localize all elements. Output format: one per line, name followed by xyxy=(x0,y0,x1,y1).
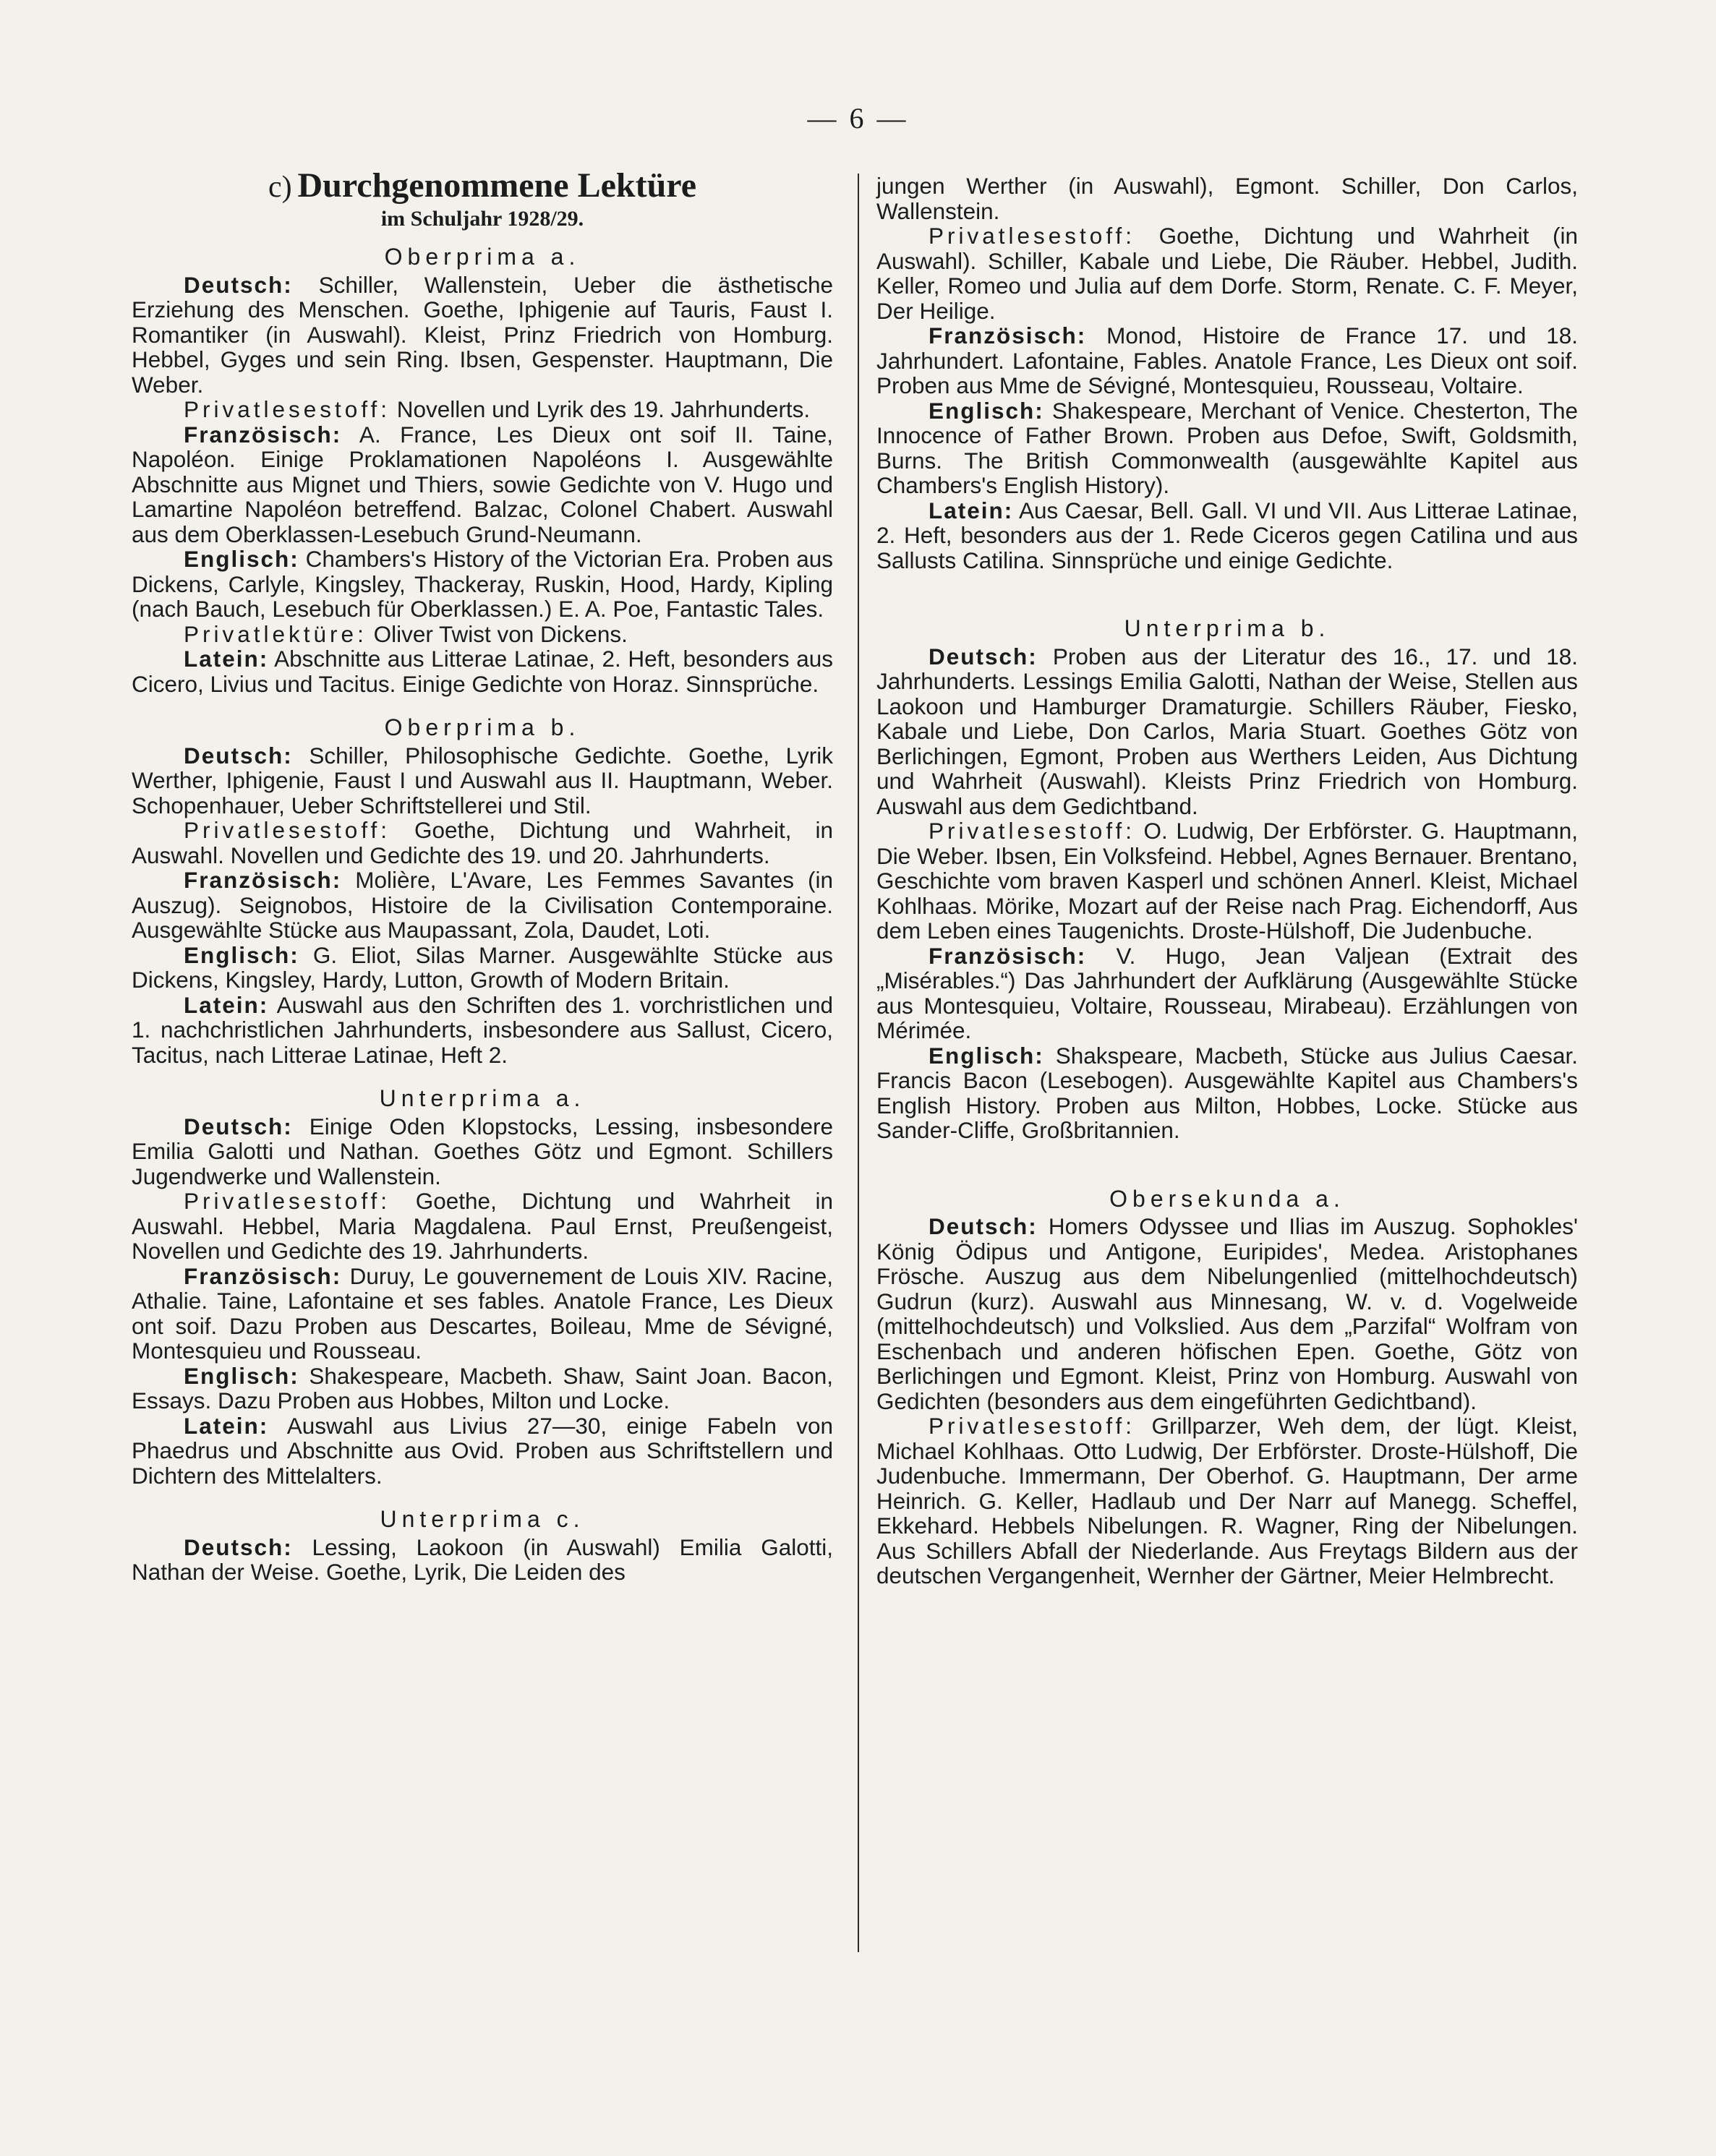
entry-text: Shakspeare, Macbeth, Stücke aus Julius Caesar. Francis Bacon (Lesebogen). Ausgewählte Kapitel aus Chambers's English History. Proben aus Milton, Hobbes, Locke. Stücke aus Sander-Cliffe, Großbritannien. xyxy=(876,1042,1578,1143)
subject-label: Englisch: xyxy=(184,941,299,968)
entry-privatlektuere xyxy=(132,622,833,647)
subject-label: Privatlesestoff: xyxy=(184,817,391,843)
subject-label: Privatlesestoff: xyxy=(929,1413,1136,1439)
entry-text: Lessing, Laokoon (in Auswahl) Emilia Galotti, Nathan der Weise. Goethe, Lyrik, Die Leiden des xyxy=(132,1533,833,1585)
column-divider xyxy=(858,174,859,1952)
entry-text: Proben aus der Literatur des 16., 17. und 18. Jahrhunderts. Lessings Emilia Galotti, Nathan der Weise, Stellen aus Laokoon und Hamburger Dramaturgie. Schillers Räuber, Fiesko, Kabale und Liebe, Don Carlos, Maria Stuart. Goethes Götz von Berlichingen, Egmont, Proben aus Werthers Leiden, Aus Dichtung und Wahrheit (Auswahl). Kleists Prinz Friedrich von Homburg. Auswahl aus dem Gedichtband. xyxy=(876,643,1578,819)
entry-franzoesisch xyxy=(876,944,1578,1043)
section-heading xyxy=(132,166,833,205)
subject-label: Deutsch: xyxy=(184,742,293,769)
page-number: — 6 — xyxy=(807,102,909,134)
entry-text: Shakespeare, Merchant of Venice. Chesterton, The Innocence of Father Brown. Proben aus Defoe, Swift, Goldsmith, Burns. The British Commonwealth (ausgewählte Kapitel aus Chambers's English History). xyxy=(876,397,1578,498)
entry-text: Auswahl aus Livius 27—30, einige Fabeln von Phaedrus und Abschnitte aus Ovid. Proben aus Schriftstellern und Dichtern des Mittelalters. xyxy=(132,1412,833,1489)
entry-deutsch xyxy=(132,1535,833,1585)
entry-franzoesisch xyxy=(132,868,833,943)
entry-text: Molière, L'Avare, Les Femmes Savantes (in Auszug). Seignobos, Histoire de la Civilisation Contemporaine. Ausgewählte Stücke aus Maupassant, Zola, Daudet, Loti. xyxy=(132,867,833,943)
spacer xyxy=(876,1143,1578,1168)
entry-text: V. Hugo, Jean Valjean (Extrait des „Misérables.“) Das Jahrhundert der Aufklärung (Ausgewählte Stücke aus Montesquieu, Voltaire, Rousseau, Mirabeau). Erzählungen von Mérimée. xyxy=(876,942,1578,1043)
entry-continuation xyxy=(876,174,1578,223)
entry-text: Grillparzer, Weh dem, der lügt. Kleist, Michael Kohlhaas. Otto Ludwig, Der Erbförster. Droste-Hülshoff, Die Judenbuche. Immermann, Der Oberhof. G. Hauptmann, Der arme Heinrich. G. Keller, Hadlaub und Der Narr auf Manegg. Scheffel, Ekkehard. Hebbels Nibelungen. R. Wagner, Ring der Nibelungen. Aus Schillers Abfall der Niederlande. Aus Freytags Bildern aus der deutschen Vergangenheit, Wernher der Gärtner, Meier Helmbrecht. xyxy=(876,1413,1578,1588)
subject-label: Englisch: xyxy=(929,1042,1044,1069)
entry-text: A. France, Les Dieux ont soif II. Taine, Napoléon. Einige Proklamationen Napoléons I. Ausgewählte Abschnitte aus Mignet und Thiers, sowie Gedichte von V. Hugo und Lamartine Napoléon betreffend. Balzac, Colonel Chabert. Auswahl aus dem Oberklassen-Lesebuch Grund-Neumann. xyxy=(132,421,833,547)
entry-privatlesestoff xyxy=(876,818,1578,944)
entry-text: Novellen und Lyrik des 19. Jahrhunderts. xyxy=(390,396,811,422)
entry-text: Abschnitte aus Litterae Latinae, 2. Heft, besonders aus Cicero, Livius und Tacitus. Einige Gedichte von Horaz. Sinnsprüche. xyxy=(132,646,833,697)
class-title-unterprima-c: Unterprima c. xyxy=(380,1506,585,1532)
subject-label: Deutsch: xyxy=(184,1533,293,1560)
subject-label: Latein: xyxy=(184,646,269,672)
subject-label: Deutsch: xyxy=(184,1113,293,1139)
subject-label: Privatlesestoff: xyxy=(929,818,1136,844)
entry-text: G. Eliot, Silas Marner. Ausgewählte Stücke aus Dickens, Kingsley, Hardy, Lutton, Growth of Modern Britain. xyxy=(132,941,833,993)
entry-text: Aus Caesar, Bell. Gall. VI und VII. Aus Litterae Latinae, 2. Heft, besonders aus der 1. Rede Ciceros gegen Catilina und aus Sallusts Catilina. Sinnsprüche und einige Gedichte. xyxy=(876,497,1578,573)
right-column xyxy=(876,174,1578,1588)
subject-label: Französisch: xyxy=(929,942,1087,969)
entry-englisch xyxy=(132,1364,833,1413)
entry-franzoesisch xyxy=(132,422,833,547)
subject-label: Latein: xyxy=(929,497,1014,523)
entry-privatlesestoff xyxy=(876,223,1578,323)
entry-text: Goethe, Dichtung und Wahrheit (in Auswahl). Schiller, Kabale und Liebe, Die Räuber. Hebbel, Judith. Keller, Romeo und Julia auf dem Dorfe. Storm, Renate. C. F. Meyer, Der Heilige. xyxy=(876,223,1578,324)
entry-text: Auswahl aus den Schriften des 1. vorchristlichen und 1. nachchristlichen Jahrhunderts, insbesondere aus Sallust, Cicero, Tacitus, nach Litterae Latinae, Heft 2. xyxy=(132,991,833,1068)
class-title-oberprima-b: Oberprima b. xyxy=(384,714,581,740)
entry-latein xyxy=(876,498,1578,573)
entry-text: Goethe, Dichtung und Wahrheit in Auswahl. Hebbel, Maria Magdalena. Paul Ernst, Preußengeist, Novellen und Gedichte des 19. Jahrhunderts. xyxy=(132,1188,833,1264)
entry-deutsch xyxy=(132,273,833,398)
entry-privatlesestoff xyxy=(132,1189,833,1264)
entry-privatlesestoff xyxy=(132,397,833,422)
class-title-unterprima-a: Unterprima a. xyxy=(379,1085,586,1111)
entry-text: jungen Werther (in Auswahl), Egmont. Schiller, Don Carlos, Wallenstein. xyxy=(876,173,1578,224)
entry-text: Goethe, Dichtung und Wahrheit, in Auswahl. Novellen und Gedichte des 19. und 20. Jahrhunderts. xyxy=(132,817,833,868)
entry-franzoesisch xyxy=(132,1264,833,1364)
entry-latein xyxy=(132,993,833,1068)
entry-text: Duruy, Le gouvernement de Louis XIV. Racine, Athalie. Taine, Lafontaine et ses fables. Anatole France, Les Dieux ont soif. Dazu Proben aus Descartes, Boileau, Mme de Sévigné, Montesquieu und Rousseau. xyxy=(132,1262,833,1364)
entry-englisch xyxy=(876,398,1578,498)
subject-label: Privatlesestoff: xyxy=(929,223,1136,249)
entry-englisch xyxy=(876,1043,1578,1143)
subject-label: Privatlesestoff: xyxy=(184,396,391,422)
entry-franzoesisch xyxy=(876,323,1578,398)
entry-deutsch xyxy=(132,743,833,818)
subject-label: Privatlektüre: xyxy=(184,620,367,647)
subject-label: Französisch: xyxy=(184,1262,342,1289)
school-year: im Schuljahr 1928/29. xyxy=(380,206,584,231)
class-title-unterprima-b: Unterprima b. xyxy=(1124,615,1331,641)
entry-privatlesestoff xyxy=(876,1413,1578,1588)
entry-text: Schiller, Philosophische Gedichte. Goethe, Lyrik Werther, Iphigenie, Faust I und Auswahl aus II. Hauptmann, Weber. Schopenhauer, Ueber Schriftstellerei und Stil. xyxy=(132,742,833,818)
entry-privatlesestoff xyxy=(132,818,833,868)
subject-label: Privatlesestoff: xyxy=(184,1188,391,1214)
entry-text: Oliver Twist von Dickens. xyxy=(367,620,628,647)
subject-label: Latein: xyxy=(184,991,269,1018)
entry-text: Schiller, Wallenstein, Ueber die ästhetische Erziehung des Menschen. Goethe, Iphigenie auf Tauris, Faust I. Romantiker (in Auswahl). Kleist, Prinz Friedrich von Homburg. Hebbel, Gyges und sein Ring. Ibsen, Gespenster. Hauptmann, Die Weber. xyxy=(132,271,833,398)
class-title-oberprima-a: Oberprima a. xyxy=(384,244,581,270)
entry-latein xyxy=(132,1413,833,1489)
entry-text: Monod, Histoire de France 17. und 18. Jahrhundert. Lafontaine, Fables. Anatole France, Les Dieux ont soif. Proben aus Mme de Sévigné, Montesquieu, Rousseau, Voltaire. xyxy=(876,322,1578,398)
subject-label: Französisch: xyxy=(184,867,342,893)
subject-label: Englisch: xyxy=(184,546,299,572)
left-column xyxy=(132,166,833,1585)
entry-deutsch xyxy=(132,1114,833,1189)
entry-text: O. Ludwig, Der Erbförster. G. Hauptmann, Die Weber. Ibsen, Ein Volksfeind. Hebbel, Agnes Bernauer. Brentano, Geschichte vom braven Kasperl und schönen Annerl. Kleist, Michael Kohlhaas. Mörike, Mozart auf der Reise nach Prag. Eichendorff, Aus dem Leben eines Taugenichts. Droste-Hülshoff, Die Judenbuche. xyxy=(876,818,1578,944)
entry-text: Shakespeare, Macbeth. Shaw, Saint Joan. Bacon, Essays. Dazu Proben aus Hobbes, Milton und Locke. xyxy=(132,1362,833,1413)
subject-label: Latein: xyxy=(184,1412,269,1439)
spacer xyxy=(876,573,1578,597)
class-title-obersekunda-a: Obersekunda a. xyxy=(1109,1185,1345,1212)
section-letter: c) xyxy=(268,171,292,204)
subject-label: Deutsch: xyxy=(184,271,293,298)
entry-text: Einige Oden Klopstocks, Lessing, insbesondere Emilia Galotti und Nathan. Goethes Götz und Egmont. Schillers Jugendwerke und Wallenstein. xyxy=(132,1113,833,1189)
subject-label: Französisch: xyxy=(929,322,1087,348)
entry-englisch xyxy=(132,547,833,622)
subject-label: Deutsch: xyxy=(929,643,1038,670)
entry-text: Homers Odyssee und Ilias im Auszug. Sophokles' König Ödipus und Antigone, Euripides', Medea. Aristophanes Frösche. Auszug aus dem Nibelungenlied (mittelhochdeutsch) Gudrun (kurz). Auswahl aus Minnesang, W. v. d. Vogelweide (mittelhochdeutsch) und Volkslied. Aus dem „Parzifal“ Wolfram von Eschenbach und anderen höfischen Epen. Goethe, Götz von Berlichingen und Egmont. Kleist, Prinz von Homburg. Auswahl von Gedichten (besonders aus dem eingeführten Gedichtband). xyxy=(876,1213,1578,1414)
subject-label: Deutsch: xyxy=(929,1213,1038,1239)
entry-latein xyxy=(132,646,833,696)
entry-englisch xyxy=(132,943,833,993)
subject-label: Englisch: xyxy=(929,397,1044,424)
subject-label: Französisch: xyxy=(184,421,342,448)
entry-deutsch xyxy=(876,644,1578,819)
entry-text: Chambers's History of the Victorian Era. Proben aus Dickens, Carlyle, Kingsley, Thackeray, Ruskin, Hood, Hardy, Kipling (nach Bauch, Lesebuch für Oberklassen.) E. A. Poe, Fantastic Tales. xyxy=(132,546,833,622)
subject-label: Englisch: xyxy=(184,1362,299,1389)
entry-deutsch xyxy=(876,1214,1578,1413)
section-title: Durchgenommene Lektüre xyxy=(297,166,697,205)
